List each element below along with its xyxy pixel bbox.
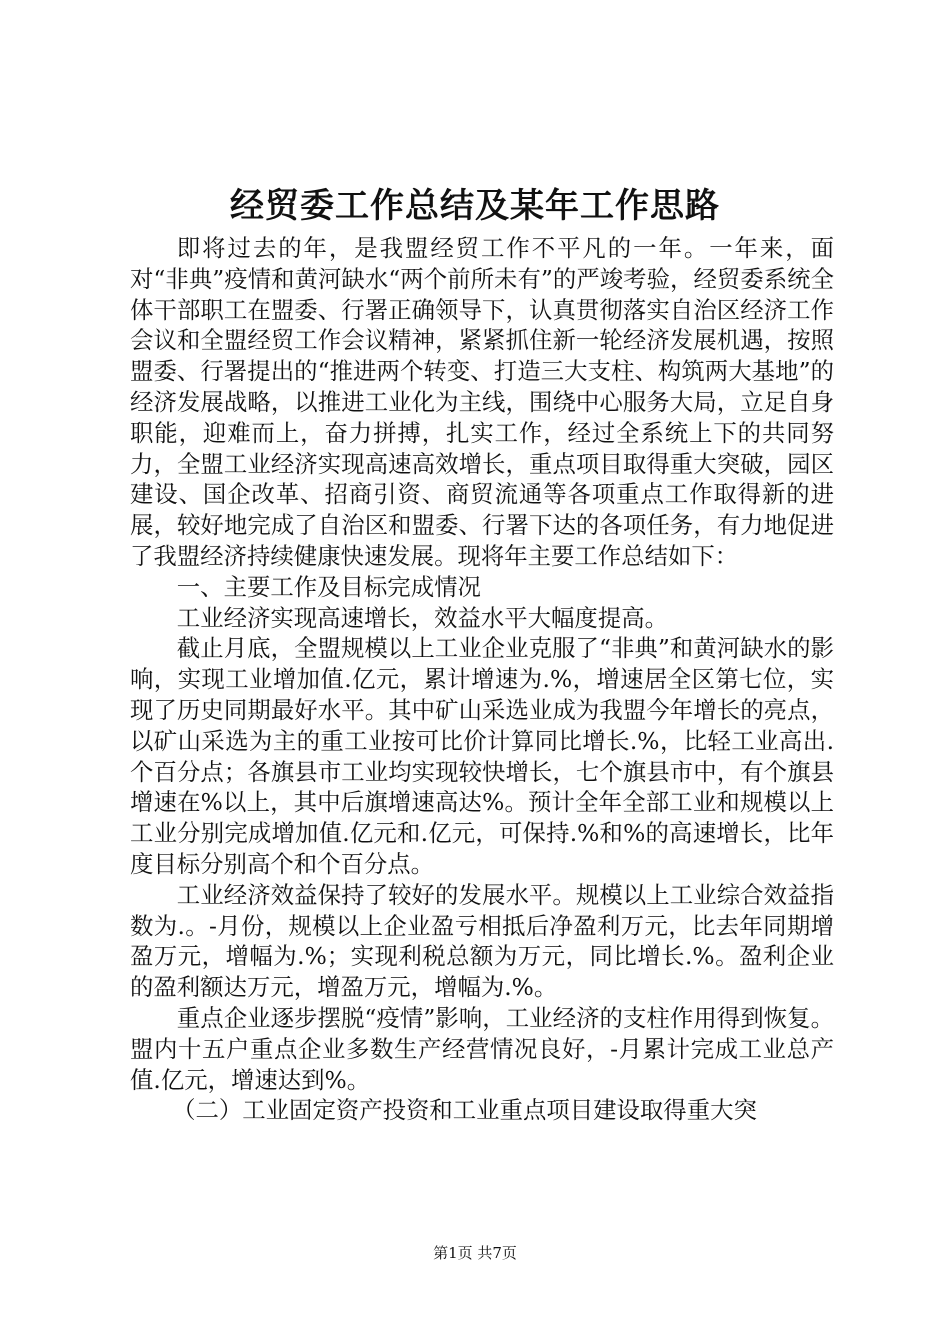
paragraph-economic-benefit: 工业经济效益保持了较好的发展水平。规模以上工业综合效益指数为.。-月份，规模以上企业盈亏相抵后净盈利万元，比去年同期增盈万元，增幅为.%；实现利税总额为万元，同比增长.%。盈利企业的盈利额达万元，增盈万元，增幅为.%。	[130, 880, 834, 1002]
paragraph-subheading: 工业经济实现高速增长，效益水平大幅度提高。	[176, 603, 668, 632]
paragraph-intro: 即将过去的年，是我盟经贸工作不平凡的一年。一年来，面对“非典”疫情和黄河缺水“两个前所未有”的严竣考验，经贸委系统全体干部职工在盟委、行署正确领导下，认真贯彻落实自治区经济工作会议和全盟经贸工作会议精神，紧紧抓住新一轮经济发展机遇，按照盟委、行署提出的“推进两个转变、打造三大支柱、构筑两大基地”的经济发展战略，以推进工业化为主线，围绕中心服务大局，立足自身职能，迎难而上，奋力拼搏，扎实工作，经过全系统上下的共同努力，全盟工业经济实现高速高效增长，重点项目取得重大突破，园区建设、国企改革、招商引资、商贸流通等各项重点工作取得新的进展，较好地完成了自治区和盟委、行署下达的各项任务，有力地促进了我盟经济持续健康快速发展。现将年主要工作总结如下：	[130, 234, 834, 570]
paragraph-industrial-growth: 截止月底，全盟规模以上工业企业克服了“非典”和黄河缺水的影响，实现工业增加值.亿元，累计增速为.%，增速居全区第七位，实现了历史同期最好水平。其中矿山采选业成为我盟今年增长的亮点，以矿山采选为主的重工业按可比价计算同比增长.%，比轻工业高出.个百分点；各旗县市工业均实现较快增长，七个旗县市中，有个旗县增速在%以上，其中后旗增速高达%。预计全年全部工业和规模以上工业分别完成增加值.亿元和.亿元，可保持.%和%的高速增长，比年度目标分别高个和个百分点。	[130, 634, 834, 878]
page-footer: 第1页 共7页	[433, 1244, 517, 1262]
document-body	[130, 233, 834, 1126]
subsection-heading: （二）工业固定资产投资和工业重点项目建设取得重大突	[172, 1096, 757, 1125]
paragraph-key-enterprises: 重点企业逐步摆脱“疫情”影响，工业经济的支柱作用得到恢复。盟内十五户重点企业多数生产经营情况良好，-月累计完成工业总产值.亿元，增速达到%。	[130, 1003, 834, 1094]
document-title: 经贸委工作总结及某年工作思路	[230, 186, 720, 226]
section-heading: 一、主要工作及目标完成情况	[176, 572, 481, 601]
